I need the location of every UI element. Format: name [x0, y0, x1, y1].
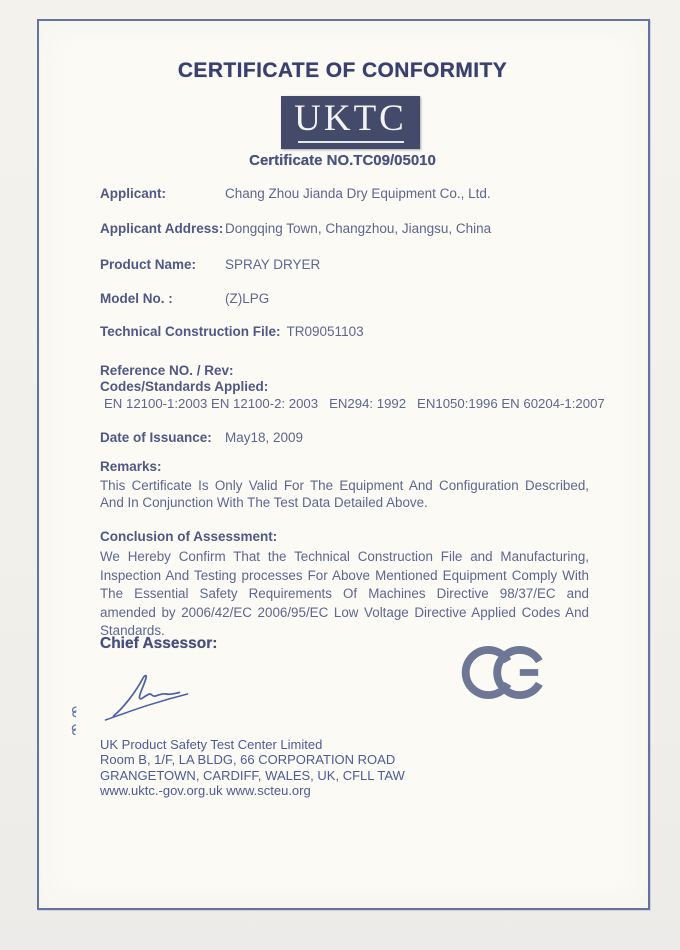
- field-label: Date of Issuance:: [100, 430, 212, 445]
- field-row-model-no: [100, 291, 600, 306]
- field-label: Product Name:: [100, 257, 197, 272]
- field-value: TR09051103: [286, 324, 364, 339]
- uktc-logo: [281, 96, 420, 149]
- page-title: CERTIFICATE OF CONFORMITY: [177, 59, 508, 82]
- field-label: Technical Construction File:: [100, 324, 281, 339]
- ce-mark-icon: [461, 644, 545, 701]
- field-row-date-of-issuance: [100, 430, 600, 445]
- issuer-websites: www.uktc.-gov.org.uk www.scteu.org: [100, 782, 311, 798]
- field-value: Dongqing Town, Changzhou, Jiangsu, China: [225, 221, 492, 236]
- issuer-footer-block: [100, 737, 405, 798]
- codes-standards-label: Codes/Standards Applied:: [100, 379, 269, 394]
- reference-no-rev-label: Reference NO. / Rev:: [100, 363, 234, 378]
- field-value: (Z)LPG: [225, 291, 270, 306]
- field-row-applicant-address: [100, 221, 600, 236]
- pen-marks-icon: [66, 703, 82, 739]
- issuer-address-line: GRANGETOWN, CARDIFF, WALES, UK, CFLL TAW: [100, 767, 405, 783]
- certificate-number: Certificate NO.TC09/05010: [249, 152, 436, 169]
- conclusion-heading: Conclusion of Assessment:: [100, 529, 278, 544]
- signature-icon: [97, 666, 202, 726]
- field-label: Model No. :: [100, 291, 173, 306]
- remarks-text: This Certificate Is Only Valid For The Equipment And Configuration Described, And In Conjunction With The Test Data Detailed Above.: [100, 478, 589, 510]
- uktc-logo-text: UKTC: [294, 97, 407, 139]
- field-row-product-name: [100, 257, 600, 272]
- standards-applied-line: EN 12100-1:2003 EN 12100-2: 2003 EN294: 1992 EN1050:1996 EN 60204-1:2007: [104, 396, 605, 411]
- uktc-logo-underline: [298, 141, 404, 143]
- conclusion-text: We Hereby Confirm That the Technical Construction File and Manufacturing, Inspection And Testing processes For Above Mentioned Equipment Comply With The Essential Safety Requirements Of Machines Directive 98/37/EC and amended by 2006/42/EC 2006/95/EC Low Voltage Directive Applied Codes And Standards.: [100, 549, 589, 639]
- field-label: Applicant:: [100, 186, 166, 201]
- chief-assessor-label: Chief Assessor:: [100, 635, 218, 652]
- field-value: Chang Zhou Jianda Dry Equipment Co., Ltd.: [225, 186, 491, 201]
- issuer-address-line: Room B, 1/F, LA BLDG, 66 CORPORATION ROAD: [100, 752, 396, 768]
- issuer-name: UK Product Safety Test Center Limited: [100, 737, 323, 752]
- field-label: Applicant Address:: [100, 221, 224, 236]
- field-row-applicant: [100, 186, 600, 201]
- field-value: May18, 2009: [225, 430, 304, 445]
- field-row-technical-construction-file: [100, 324, 364, 339]
- remarks-heading: Remarks:: [100, 459, 162, 474]
- field-value: SPRAY DRYER: [225, 257, 321, 272]
